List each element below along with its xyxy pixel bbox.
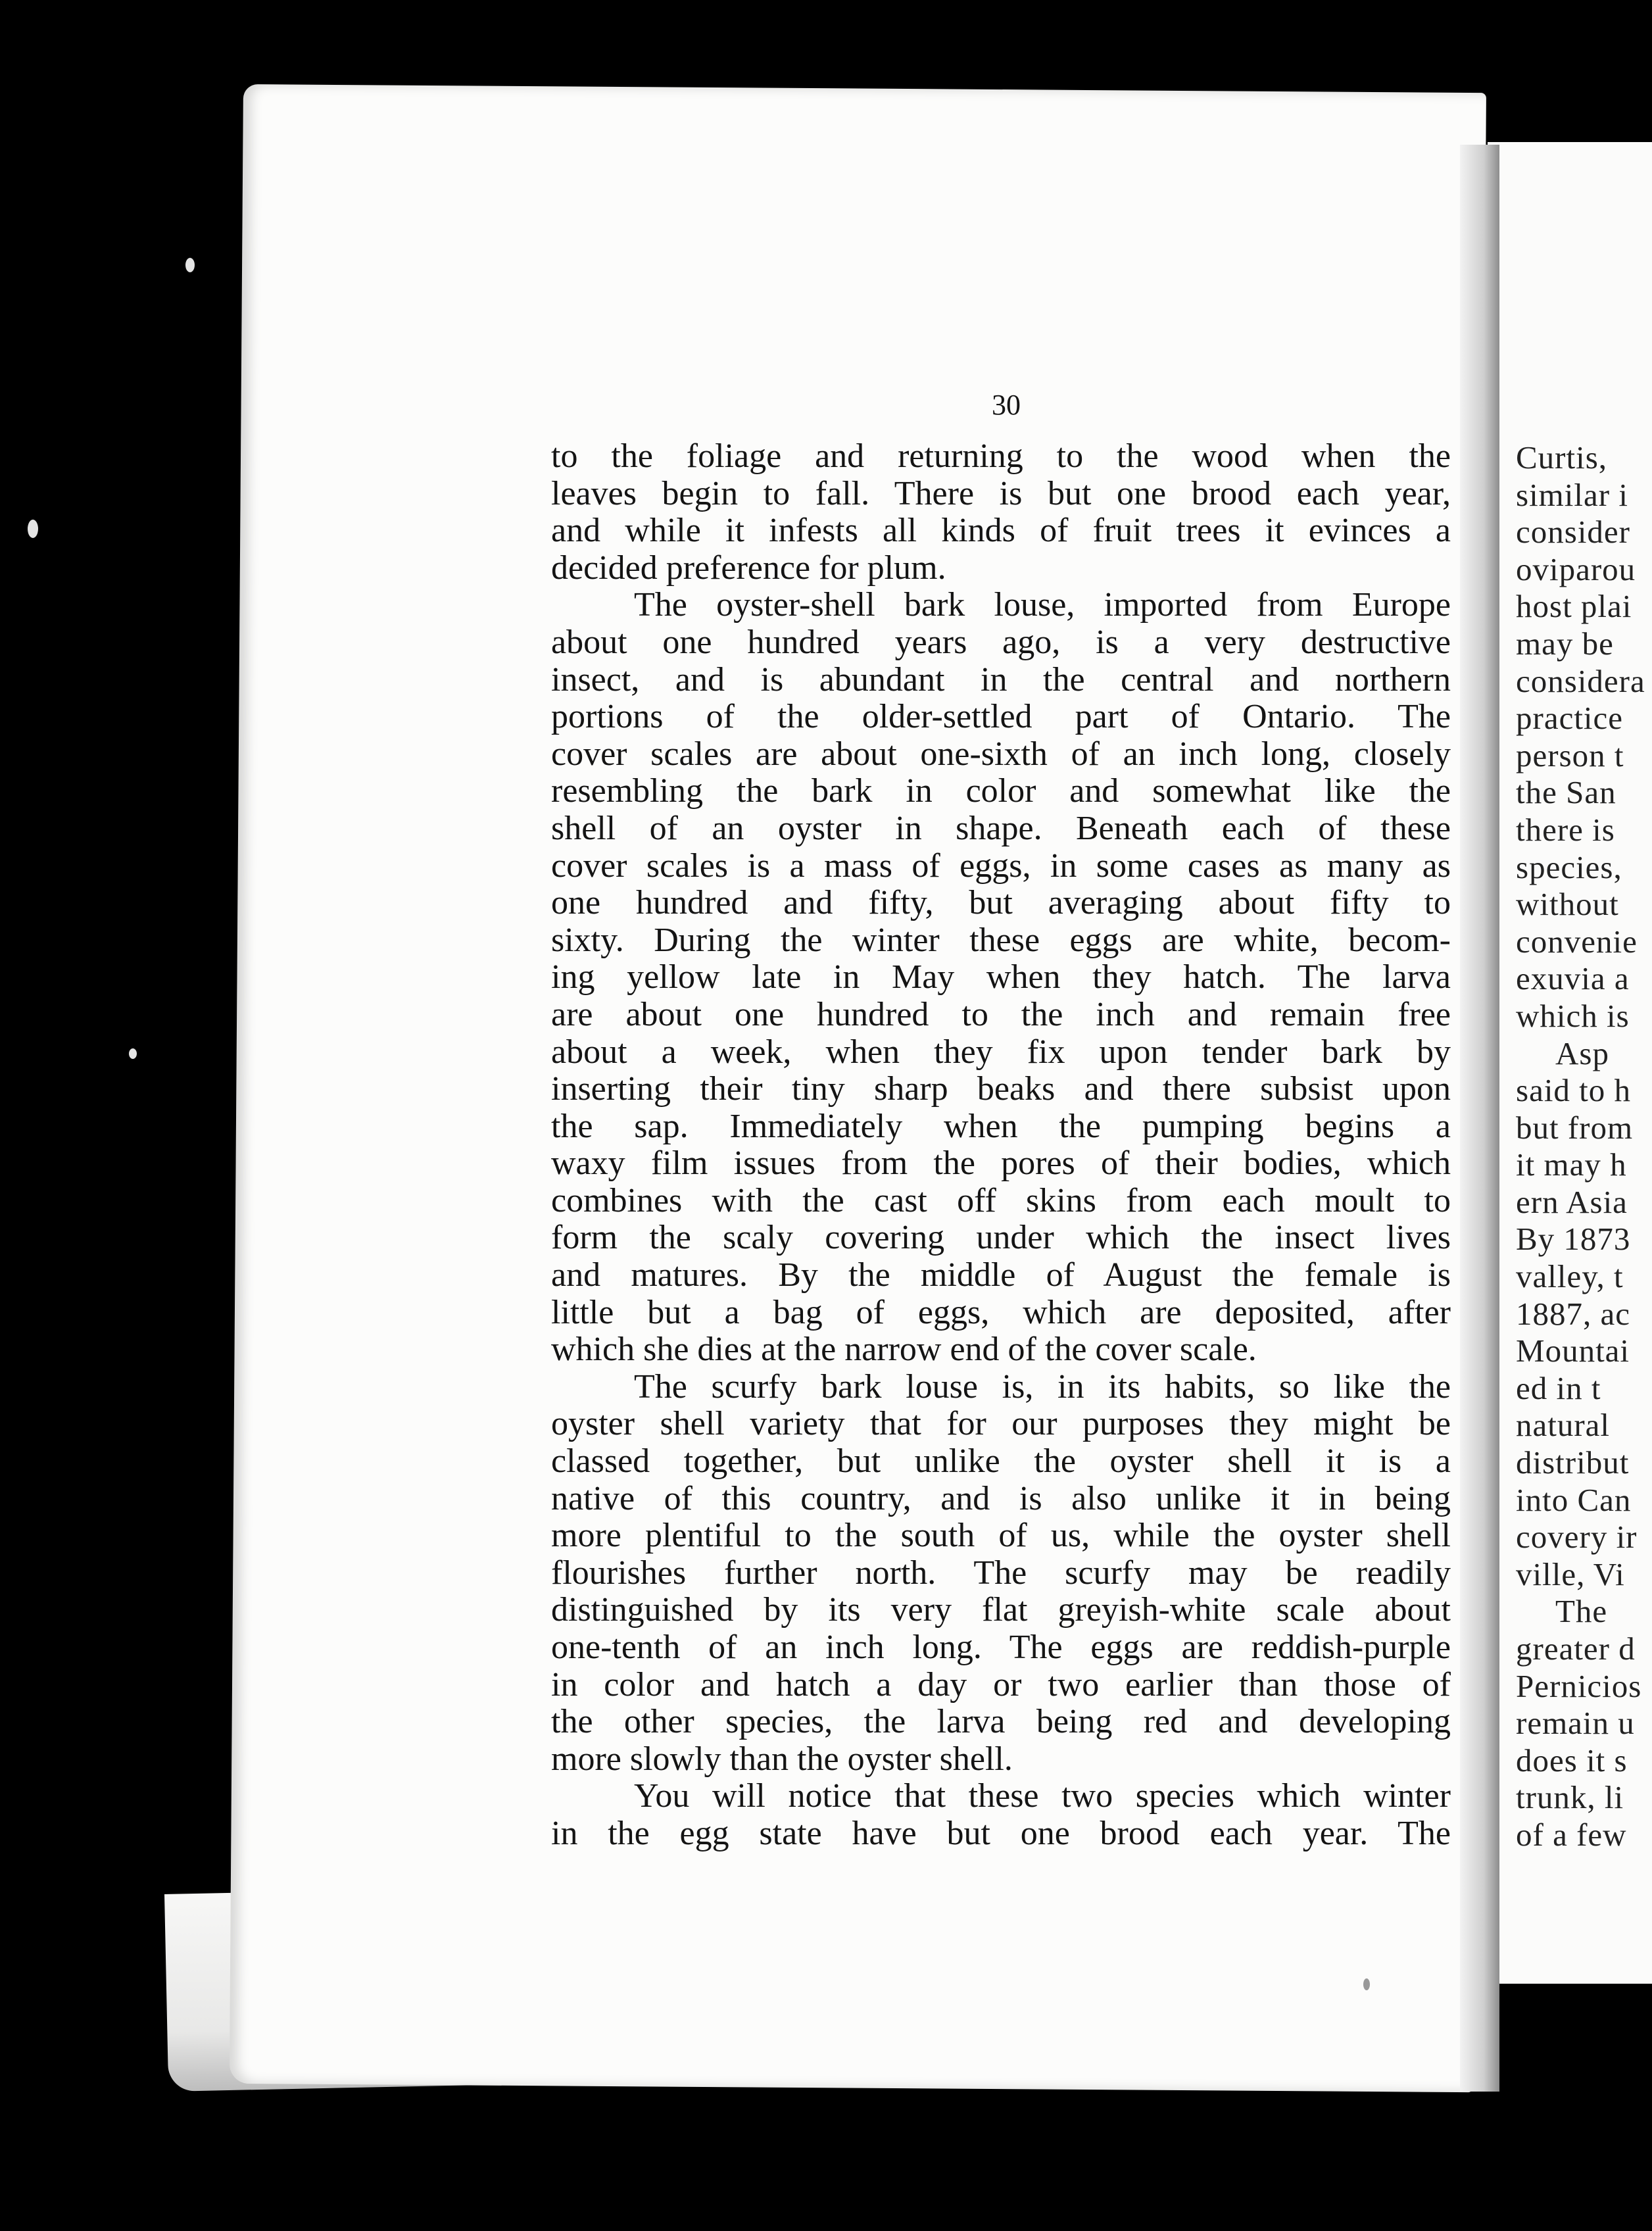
- text-line: the sap. Immediately when the pumping begins a: [551, 1107, 1451, 1145]
- right-page-line: convenie: [1516, 923, 1638, 960]
- text-line: about one hundred years ago, is a very destructive: [551, 623, 1451, 661]
- text-line: oyster shell variety that for our purposes they might be: [551, 1405, 1451, 1443]
- text-line: and while it infests all kinds of fruit trees it evinces a: [551, 512, 1451, 550]
- text-line: in the egg state have but one brood each year. The: [551, 1814, 1451, 1852]
- text-line: the other species, the larva being red and developing: [551, 1703, 1451, 1741]
- text-line: resembling the bark in color and somewhat like the: [551, 772, 1451, 810]
- text-line: sixty. During the winter these eggs are white, becom-: [551, 921, 1451, 959]
- right-page-line: of a few: [1516, 1816, 1627, 1853]
- right-page-line: trunk, li: [1516, 1779, 1624, 1816]
- text-line: The scurfy bark louse is, in its habits, so like the: [634, 1367, 1451, 1406]
- text-line: waxy film issues from the pores of their bodies, which: [551, 1144, 1451, 1183]
- right-page-line: the San: [1516, 774, 1616, 811]
- right-page-line: 1887, ac: [1516, 1295, 1630, 1332]
- text-line: to the foliage and returning to the wood when the: [551, 437, 1451, 475]
- right-page-line: ed in t: [1516, 1369, 1601, 1406]
- right-page-line: Curtis,: [1516, 439, 1608, 476]
- text-line: about a week, when they fix upon tender bark by: [551, 1033, 1451, 1071]
- right-page-line: ern Asia: [1516, 1183, 1628, 1220]
- right-page-line: similar i: [1516, 476, 1628, 513]
- text-line: which she dies at the narrow end of the cover scale.: [551, 1331, 1257, 1369]
- text-line: in color and hatch a day or two earlier than those of: [551, 1665, 1451, 1704]
- right-page-line: By 1873: [1516, 1221, 1631, 1258]
- text-line: inserting their tiny sharp beaks and there subsist upon: [551, 1070, 1451, 1108]
- right-page-line: does it s: [1516, 1742, 1628, 1778]
- right-page-line: may be: [1516, 625, 1614, 662]
- text-line: shell of an oyster in shape. Beneath each of these: [551, 809, 1451, 847]
- dust-speck: [28, 520, 38, 538]
- text-line: are about one hundred to the inch and remain free: [551, 995, 1451, 1033]
- text-line: native of this country, and is also unlike it in being: [551, 1479, 1451, 1517]
- body-text: [551, 438, 1451, 1853]
- text-line: one hundred and fifty, but averaging about fifty to: [551, 884, 1451, 922]
- dust-speck: [129, 1048, 137, 1059]
- right-page-line: The: [1555, 1593, 1608, 1630]
- text-line: more plentiful to the south of us, while the oyster shell: [551, 1517, 1451, 1555]
- right-page-line: Pernicios: [1516, 1667, 1642, 1704]
- right-page-line: Mountai: [1516, 1333, 1630, 1369]
- right-page-line: it may h: [1516, 1146, 1627, 1183]
- right-page-line: consider: [1516, 514, 1630, 551]
- text-line: and matures. By the middle of August the female is: [551, 1256, 1451, 1294]
- right-page-line: greater d: [1516, 1630, 1636, 1667]
- right-page-line: species,: [1516, 848, 1622, 885]
- text-line: classed together, but unlike the oyster shell it is a: [551, 1442, 1451, 1481]
- right-page-line: there is: [1516, 811, 1615, 848]
- right-page-line: into Can: [1516, 1481, 1632, 1518]
- text-line: cover scales is a mass of eggs, in some cases as many as: [551, 846, 1451, 885]
- text-line: The oyster-shell bark louse, imported from Europe: [634, 586, 1451, 624]
- right-page-line: without: [1516, 886, 1619, 923]
- text-line: insect, and is abundant in the central and northern: [551, 660, 1451, 699]
- text-line: You will notice that these two species which winter: [634, 1777, 1451, 1815]
- right-page-line: natural: [1516, 1407, 1611, 1444]
- text-line: cover scales are about one-sixth of an inch long, closely: [551, 735, 1451, 773]
- right-page-line: remain u: [1516, 1705, 1635, 1742]
- right-page-line: exuvia a: [1516, 960, 1630, 997]
- text-line: ing yellow late in May when they hatch. The larva: [551, 958, 1451, 996]
- text-line: one-tenth of an inch long. The eggs are reddish-purple: [551, 1629, 1451, 1666]
- right-page-text: [1516, 439, 1652, 1854]
- book-gutter: [1460, 145, 1499, 2092]
- right-page-line: person t: [1516, 737, 1624, 773]
- right-page-line: covery ir: [1516, 1519, 1638, 1556]
- text-line: portions of the older-settled part of Ontario. The: [551, 698, 1451, 736]
- dust-speck: [185, 258, 195, 272]
- dust-speck: [1363, 1978, 1370, 1990]
- right-page-line: ville, Vi: [1516, 1556, 1625, 1592]
- text-line: decided preference for plum.: [551, 549, 946, 587]
- text-line: leaves begin to fall. There is but one brood each year,: [551, 474, 1451, 512]
- text-line: more slowly than the oyster shell.: [551, 1740, 1013, 1778]
- right-page-line: oviparou: [1516, 551, 1636, 587]
- text-line: distinguished by its very flat greyish-white scale about: [551, 1591, 1451, 1629]
- right-page-line: valley, t: [1516, 1258, 1624, 1295]
- text-line: combines with the cast off skins from each moult to: [551, 1181, 1451, 1219]
- right-page-line: practice: [1516, 700, 1624, 737]
- right-page-line: host plai: [1516, 588, 1632, 625]
- text-line: flourishes further north. The scurfy may be readily: [551, 1554, 1451, 1592]
- text-line: form the scaly covering under which the insect lives: [551, 1219, 1451, 1257]
- right-page-line: distribut: [1516, 1444, 1630, 1481]
- right-page-line: which is: [1516, 997, 1630, 1034]
- right-page-line: considera: [1516, 662, 1645, 699]
- right-page-line: Asp: [1555, 1035, 1609, 1071]
- right-page-line: said to h: [1516, 1072, 1632, 1109]
- page-number: 30: [992, 389, 1021, 421]
- right-page-line: but from: [1516, 1109, 1634, 1146]
- text-line: little but a bag of eggs, which are deposited, after: [551, 1293, 1451, 1331]
